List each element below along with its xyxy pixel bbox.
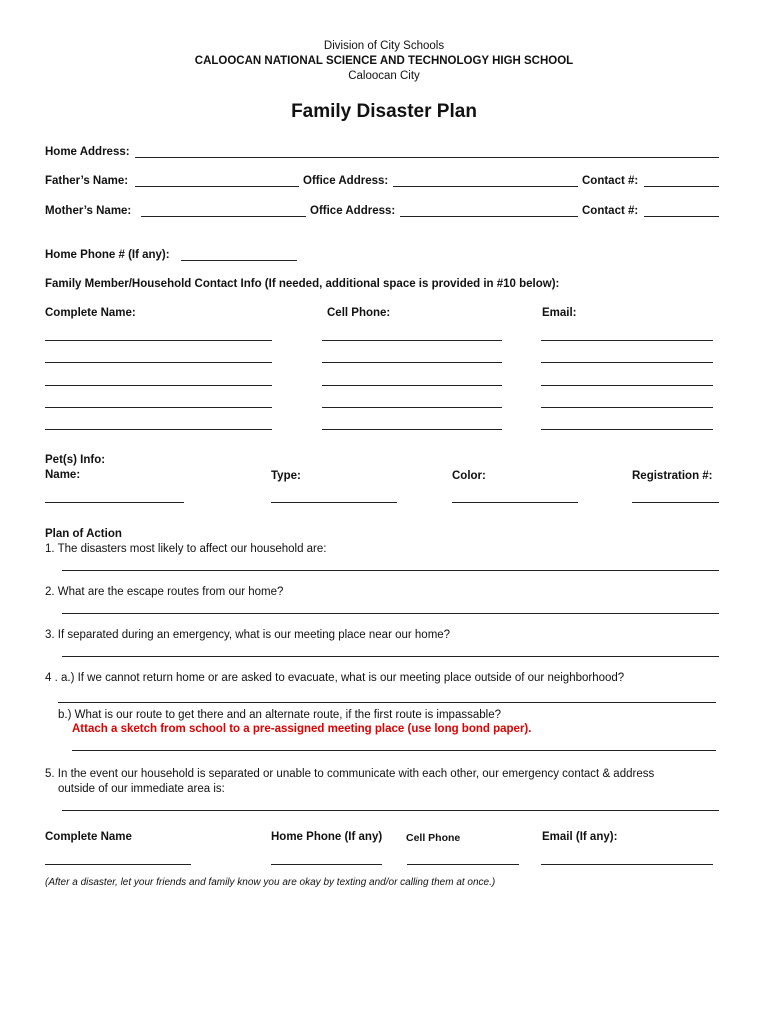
contact-phone-line[interactable] (322, 407, 502, 408)
father-contact-label: Contact #: (582, 175, 639, 187)
question-5-line1: 5. In the event our household is separated or unable to communicate with each other, our emergency contact & address (45, 768, 655, 780)
answer-4a-line[interactable] (58, 702, 716, 703)
school-name: CALOOCAN NATIONAL SCIENCE AND TECHNOLOGY HIGH SCHOOL (194, 55, 574, 67)
father-contact-line[interactable] (644, 186, 719, 187)
question-3: 3. If separated during an emergency, what is our meeting place near our home? (45, 629, 451, 641)
father-office-line[interactable] (393, 186, 578, 187)
home-address-line[interactable] (135, 157, 719, 158)
mother-contact-label: Contact #: (582, 205, 639, 217)
question-4a: 4 . a.) If we cannot return home or are asked to evacuate, what is our meeting place outside of our neighborhood? (45, 672, 625, 684)
contact-email-line[interactable] (541, 385, 713, 386)
emergency-col-home-phone: Home Phone (If any) (271, 831, 383, 843)
contacts-col-name: Complete Name: (45, 307, 136, 319)
pet-name-line[interactable] (45, 502, 184, 503)
plan-heading: Plan of Action (45, 528, 122, 540)
mothers-name-line[interactable] (141, 216, 306, 217)
contact-phone-line[interactable] (322, 340, 502, 341)
pet-type-line[interactable] (271, 502, 397, 503)
home-address-label: Home Address: (45, 146, 130, 158)
emergency-email-line[interactable] (541, 864, 713, 865)
pet-color-label: Color: (452, 470, 486, 482)
contact-phone-line[interactable] (322, 362, 502, 363)
pets-heading: Pet(s) Info: (45, 454, 106, 466)
emergency-name-line[interactable] (45, 864, 191, 865)
fathers-name-label: Father’s Name: (45, 175, 129, 187)
contact-phone-line[interactable] (322, 429, 502, 430)
fathers-name-line[interactable] (135, 186, 299, 187)
division-label: Division of City Schools (323, 40, 445, 52)
contact-email-line[interactable] (541, 362, 713, 363)
question-2: 2. What are the escape routes from our home? (45, 586, 284, 598)
father-office-label: Office Address: (303, 175, 389, 187)
pet-color-line[interactable] (452, 502, 578, 503)
contact-name-line[interactable] (45, 385, 272, 386)
emergency-col-email: Email (If any): (542, 831, 618, 843)
answer-1-line[interactable] (62, 570, 719, 571)
city-label: Caloocan City (348, 70, 420, 82)
contact-phone-line[interactable] (322, 385, 502, 386)
mothers-name-label: Mother’s Name: (45, 205, 132, 217)
emergency-col-cell: Cell Phone (406, 832, 461, 844)
home-phone-line[interactable] (181, 260, 297, 261)
contacts-heading: Family Member/Household Contact Info (If needed, additional space is provided in #10 below): (45, 278, 560, 290)
mother-contact-line[interactable] (644, 216, 719, 217)
contact-email-line[interactable] (541, 429, 713, 430)
contact-email-line[interactable] (541, 340, 713, 341)
pet-name-label: Name: (45, 469, 81, 481)
footer-note: (After a disaster, let your friends and family know you are okay by texting and/or calling them at once.) (45, 877, 496, 888)
pet-registration-label: Registration #: (632, 470, 713, 482)
emergency-home-phone-line[interactable] (271, 864, 382, 865)
pet-registration-line[interactable] (632, 502, 719, 503)
question-1: 1. The disasters most likely to affect our household are: (45, 543, 327, 555)
contact-name-line[interactable] (45, 340, 272, 341)
pet-type-label: Type: (271, 470, 301, 482)
emergency-col-name: Complete Name (45, 831, 132, 843)
contact-name-line[interactable] (45, 429, 272, 430)
mother-office-label: Office Address: (310, 205, 396, 217)
question-5-line2: outside of our immediate area is: (58, 783, 225, 795)
answer-2-line[interactable] (62, 613, 719, 614)
emergency-cell-line[interactable] (407, 864, 519, 865)
home-phone-label: Home Phone # (If any): (45, 249, 170, 261)
answer-4b-line[interactable] (72, 750, 716, 751)
contacts-col-phone: Cell Phone: (327, 307, 391, 319)
contact-name-line[interactable] (45, 362, 272, 363)
mother-office-line[interactable] (400, 216, 578, 217)
contacts-col-email: Email: (542, 307, 577, 319)
answer-3-line[interactable] (62, 656, 719, 657)
sketch-note: Attach a sketch from school to a pre-assigned meeting place (use long bond paper). (72, 723, 532, 735)
page-title: Family Disaster Plan (291, 101, 477, 122)
contact-email-line[interactable] (541, 407, 713, 408)
answer-5-line[interactable] (62, 810, 719, 811)
question-4b: b.) What is our route to get there and an alternate route, if the first route is impassable? (58, 709, 501, 721)
contact-name-line[interactable] (45, 407, 272, 408)
